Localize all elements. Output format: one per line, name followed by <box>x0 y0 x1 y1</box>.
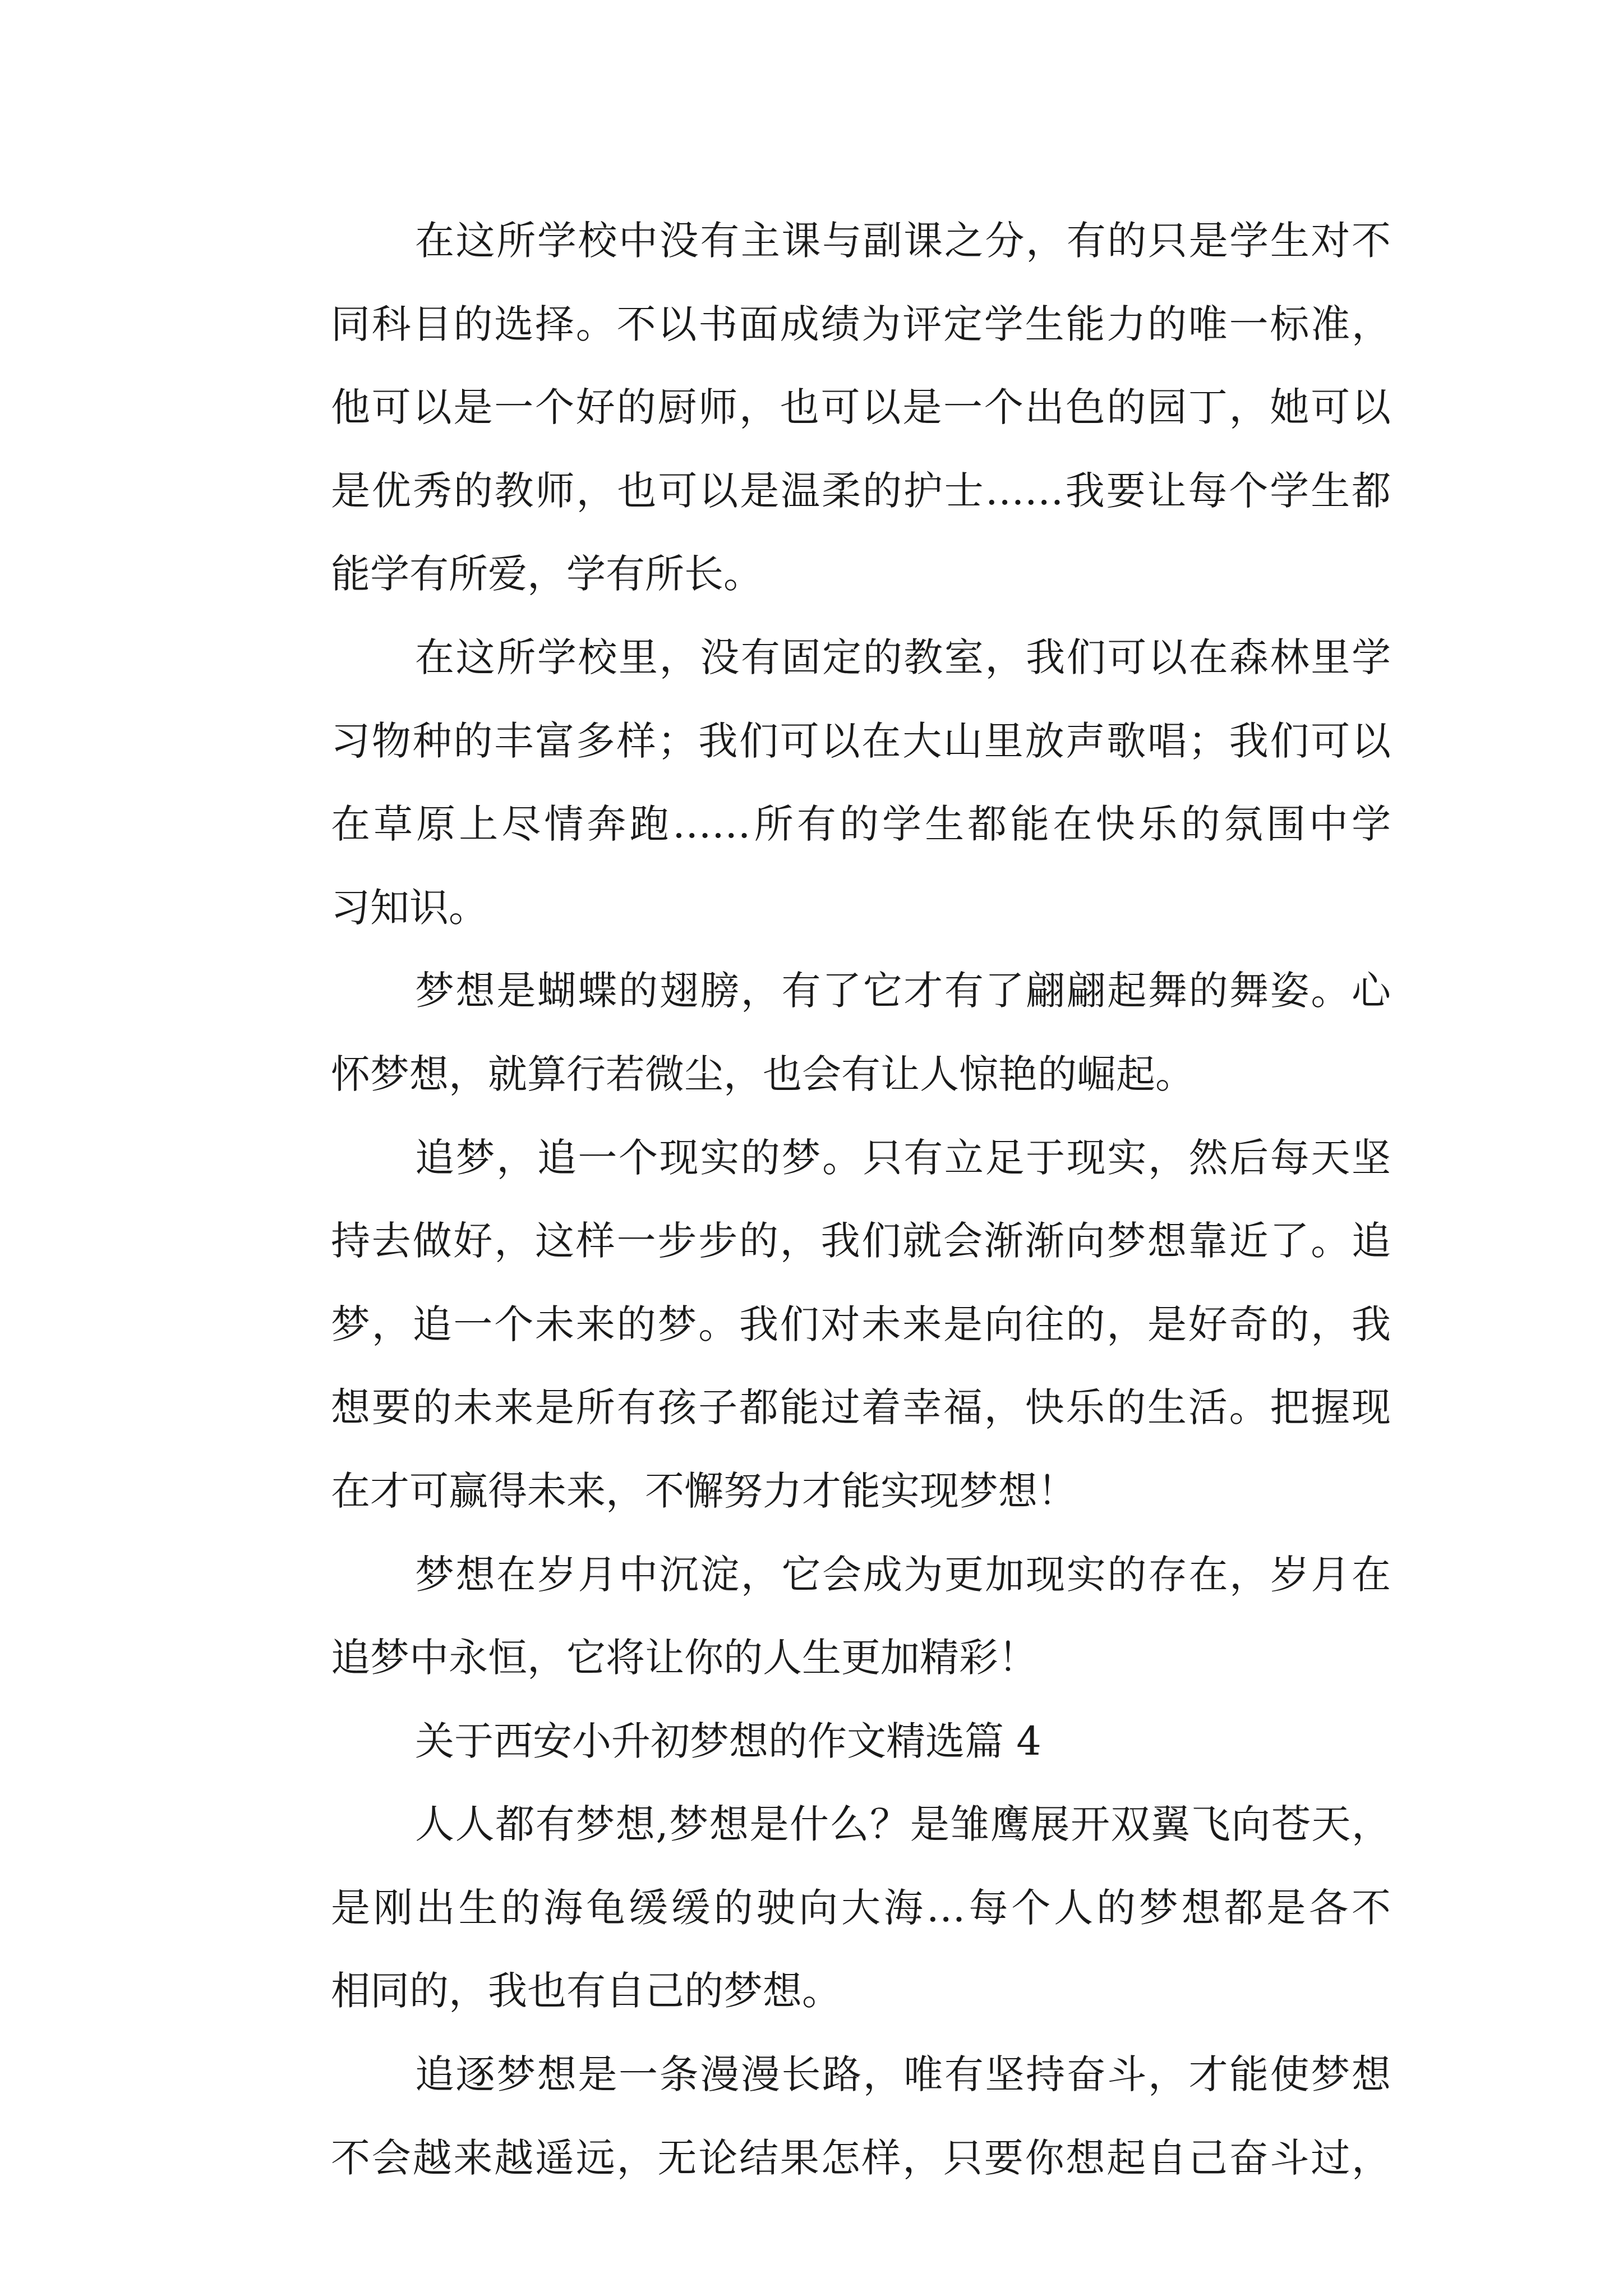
text-line: 追逐梦想是一条漫漫长路，唯有坚持奋斗，才能使梦想 <box>415 2051 1391 2098</box>
text-line: 不会越来越遥远，无论结果怎样，只要你想起自己奋斗过， <box>331 2134 1391 2181</box>
text-line: 在这所学校里，没有固定的教室，我们可以在森林里学 <box>415 634 1391 680</box>
text-line: 相同的，我也有自己的梦想。 <box>331 1968 841 2014</box>
text-line: 是优秀的教师，也可以是温柔的护士……我要让每个学生都 <box>331 467 1391 514</box>
text-line: 梦想在岁月中沉淀，它会成为更加现实的存在，岁月在 <box>415 1551 1391 1598</box>
text-line: 追梦，追一个现实的梦。只有立足于现实，然后每天坚 <box>415 1134 1391 1181</box>
text-line: 持去做好，这样一步步的，我们就会渐渐向梦想靠近了。追 <box>331 1218 1391 1264</box>
text-line: 习知识。 <box>331 884 488 931</box>
text-line: 在才可赢得未来，不懈努力才能实现梦想！ <box>331 1467 1077 1514</box>
document-body <box>247 199 1391 2200</box>
text-line: 梦想是蝴蝶的翅膀，有了它才有了翩翩起舞的舞姿。心 <box>415 968 1391 1014</box>
text-line: 是刚出生的海龟缓缓的驶向大海…每个人的梦想都是各不 <box>331 1884 1391 1931</box>
text-line: 能学有所爱，学有所长。 <box>331 551 763 597</box>
heading-line: 关于西安小升初梦想的作文精选篇 4 <box>415 1718 1041 1764</box>
text-line: 在这所学校中没有主课与副课之分，有的只是学生对不 <box>415 218 1391 264</box>
text-line: 想要的未来是所有孩子都能过着幸福，快乐的生活。把握现 <box>331 1384 1391 1431</box>
text-line: 追梦中永恒，它将让你的人生更加精彩！ <box>331 1635 1038 1681</box>
text-line: 习物种的丰富多样；我们可以在大山里放声歌唱；我们可以 <box>331 717 1391 764</box>
paragraph <box>247 949 1391 1116</box>
paragraph <box>247 616 1391 949</box>
paragraph <box>247 1533 1391 1700</box>
text-line: 他可以是一个好的厨师，也可以是一个出色的园丁，她可以 <box>331 384 1391 431</box>
paragraph <box>247 1116 1391 1533</box>
text-line: 梦，追一个未来的梦。我们对未来是向往的，是好奇的，我 <box>331 1301 1391 1347</box>
paragraph <box>247 199 1391 616</box>
text-line: 人人都有梦想,梦想是什么？是雏鹰展开双翼飞向苍天， <box>415 1801 1391 1848</box>
text-line: 怀梦想，就算行若微尘，也会有让人惊艳的崛起。 <box>331 1051 1195 1097</box>
section-heading <box>247 1700 1391 1783</box>
paragraph <box>247 2033 1391 2200</box>
paragraph <box>247 1783 1391 2033</box>
text-line: 同科目的选择。不以书面成绩为评定学生能力的唯一标准， <box>331 301 1391 347</box>
text-line: 在草原上尽情奔跑……所有的学生都能在快乐的氛围中学 <box>331 801 1391 848</box>
